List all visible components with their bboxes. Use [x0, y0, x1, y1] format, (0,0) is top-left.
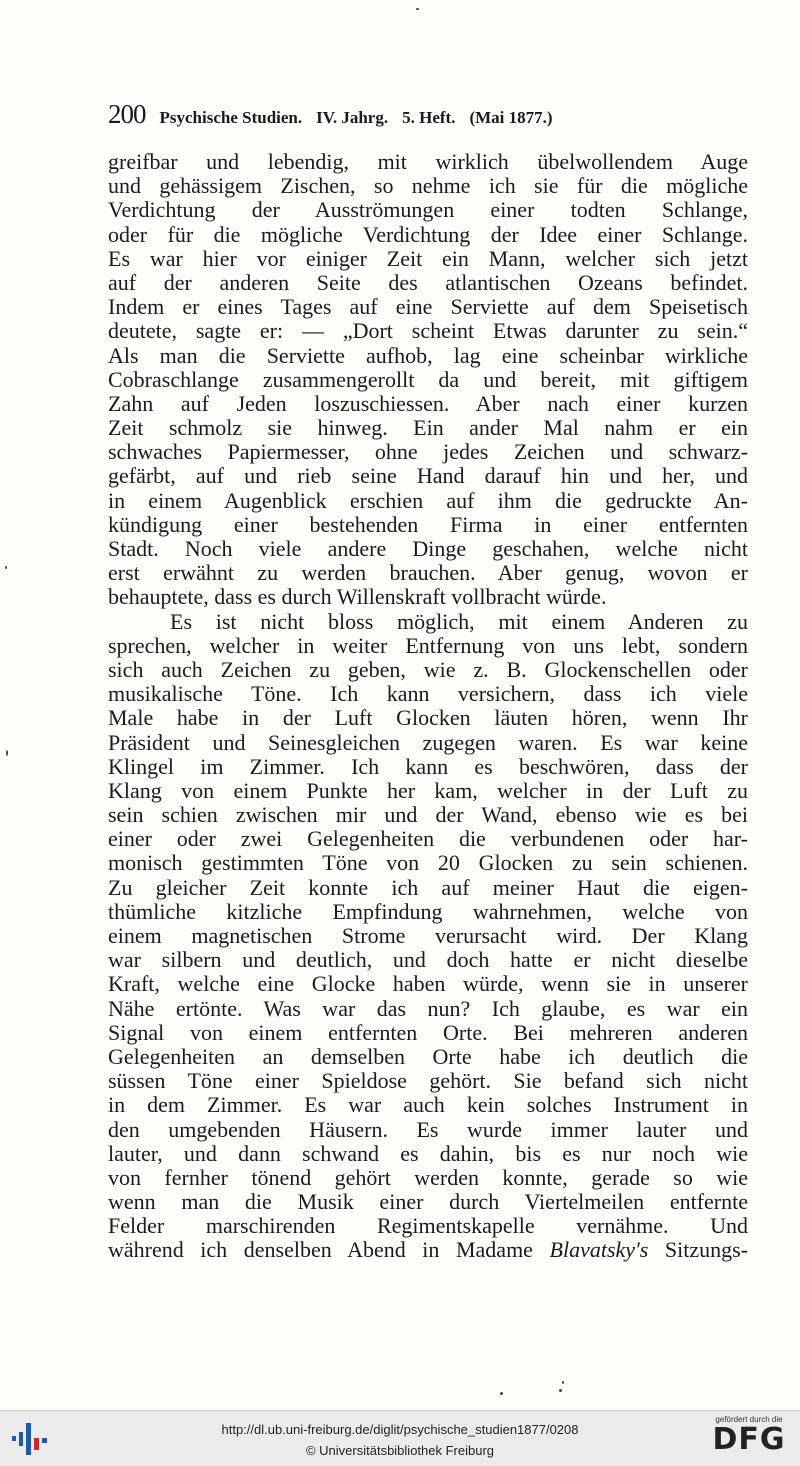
text-line: auf der anderen Seite des atlantischen Ozeans befindet. [108, 269, 748, 295]
journal-title: Psychische Studien. [159, 108, 303, 127]
text-line: Zu gleicher Zeit konnte ich auf meiner Haut die eigen- [108, 874, 748, 900]
text-line: in dem Zimmer. Es war auch kein solches Instrument in [108, 1092, 748, 1118]
page-number: 200 [108, 99, 146, 129]
text-line: gefärbt, auf und rieb seine Hand darauf hin und her, und [108, 463, 748, 489]
text-line: sich auch Zeichen zu geben, wie z. B. Glockenschellen oder [108, 656, 748, 682]
text-line: Male habe in der Luft Glocken läuten hören, wenn Ihr [108, 705, 748, 731]
text-line: Gelegenheiten an demselben Orte habe ich deutlich die [108, 1043, 748, 1069]
text-line: lauter, und dann schwand es dahin, bis es nur noch wie [108, 1140, 748, 1166]
text-line: und gehässigem Zischen, so nehme ich sie für die mögliche [108, 173, 748, 199]
text-line: Präsident und Seinesgleichen zugegen waren. Es war keine [108, 729, 748, 755]
text-line: musikalische Töne. Ich kann versichern, dass ich viele [108, 681, 748, 707]
speck-mark [500, 1392, 503, 1395]
speck-mark [562, 1381, 564, 1384]
text-line: monisch gestimmten Töne von 20 Glocken zu sein schienen. [108, 850, 748, 876]
text-line: deutete, sagte er: — „Dort scheint Etwas darunter zu sein.“ [108, 318, 748, 344]
dfg-logo-icon: DFG [712, 1422, 786, 1457]
text-line: Als man die Serviette aufhob, lag eine scheinbar wirkliche [108, 342, 748, 368]
text-line: Es war hier vor einiger Zeit ein Mann, welcher sich jetzt [108, 245, 748, 271]
text-line: Cobraschlange zusammengerollt da und bereit, mit giftigem [108, 366, 748, 392]
speck-mark [5, 566, 7, 569]
dfg-badge [704, 1415, 794, 1463]
text-line: in einem Augenblick erschien auf ihm die gedruckte An- [108, 487, 748, 513]
italic-name: Blavatsky's [549, 1237, 649, 1263]
text-line: den umgebenden Häusern. Es wurde immer lauter und [108, 1116, 748, 1142]
text-line: oder für die mögliche Verdichtung der Idee einer Schlange. [108, 221, 748, 247]
last-line-start: während ich denselben Abend in Madame [108, 1237, 550, 1263]
body-text [108, 150, 748, 1263]
text-line: Klang von einem Punkte her kam, welcher in der Luft zu [108, 777, 748, 803]
text-line: süssen Töne einer Spieldose gehört. Sie befand sich nicht [108, 1068, 748, 1094]
text-line: Indem er eines Tages auf eine Serviette auf dem Speisetisch [108, 294, 748, 320]
text-line: Zeit schmolz sie hinweg. Ein ander Mal nahm er ein [108, 415, 748, 441]
speck-mark [416, 8, 419, 10]
text-line: sprechen, welcher in weiter Entfernung von uns lebt, sondern [108, 632, 748, 658]
text-line: erst erwähnt zu werden brauchen. Aber genug, wovon er [108, 560, 748, 586]
text-line: behauptete, dass es durch Willenskraft vollbracht würde. [108, 584, 607, 610]
speck-mark [559, 1389, 562, 1392]
text-line: schwaches Papiermesser, ohne jedes Zeichen und schwarz- [108, 439, 748, 465]
text-line: einem magnetischen Strome verursacht wird. Der Klang [108, 923, 748, 948]
text-line: Verdichtung der Ausströmungen einer todten Schlange, [108, 197, 748, 223]
text-line: Es ist nicht bloss möglich, mit einem Anderen zu [170, 608, 748, 634]
text-line: thümliche kitzliche Empfindung wahrnehmen, welche von [108, 898, 748, 924]
last-line-end: Sitzungs- [648, 1237, 748, 1263]
volume-label: IV. Jahrg. [316, 108, 389, 127]
text-line: Zahn auf Jeden loszuschiessen. Aber nach einer kurzen [108, 390, 748, 416]
text-line: greifbar und lebendig, mit wirklich übelwollendem Auge [108, 149, 748, 174]
speck-mark [6, 750, 8, 756]
text-line: Klingel im Zimmer. Ich kann es beschwören, dass der [108, 753, 748, 779]
text-line: Signal von einem entfernten Orte. Bei mehreren anderen [108, 1019, 748, 1045]
text-line: sein schien zwischen mir und der Wand, ebenso wie es bei [108, 802, 748, 828]
dfg-funded-label: gefördert durch die [715, 1415, 783, 1424]
text-line: war silbern und deutlich, und doch hatte er nicht dieselbe [108, 947, 748, 973]
text-line: kündigung einer bestehenden Firma in einer entfernten [108, 511, 748, 537]
text-line-last [108, 1238, 748, 1262]
source-url-link[interactable]: http://dl.ub.uni-freiburg.de/diglit/psychische_studien1877/0208 [221, 1422, 579, 1437]
footer-bar [0, 1410, 800, 1466]
text-line: einer oder zwei Gelegenheiten die verbundenen oder har- [108, 826, 748, 852]
text-line: Nähe ertönte. Was war das nun? Ich glaube, es war ein [108, 995, 748, 1021]
issue-date: (Mai 1877.) [469, 108, 553, 127]
text-line: von fernher tönend gehört werden konnte, gerade so wie [108, 1164, 748, 1190]
text-line: Felder marschirenden Regimentskapelle vernähme. Und [108, 1213, 748, 1239]
text-line: Stadt. Noch viele andere Dinge geschahen, welche nicht [108, 536, 748, 561]
copyright-notice: © Universitätsbibliothek Freiburg [305, 1443, 495, 1458]
text-line: wenn man die Musik einer durch Viertelmeilen entfernte [108, 1189, 748, 1215]
text-line: Kraft, welche eine Glocke haben würde, wenn sie in unserer [108, 971, 748, 997]
issue-label: 5. Heft. [402, 108, 456, 127]
running-header [108, 99, 748, 133]
